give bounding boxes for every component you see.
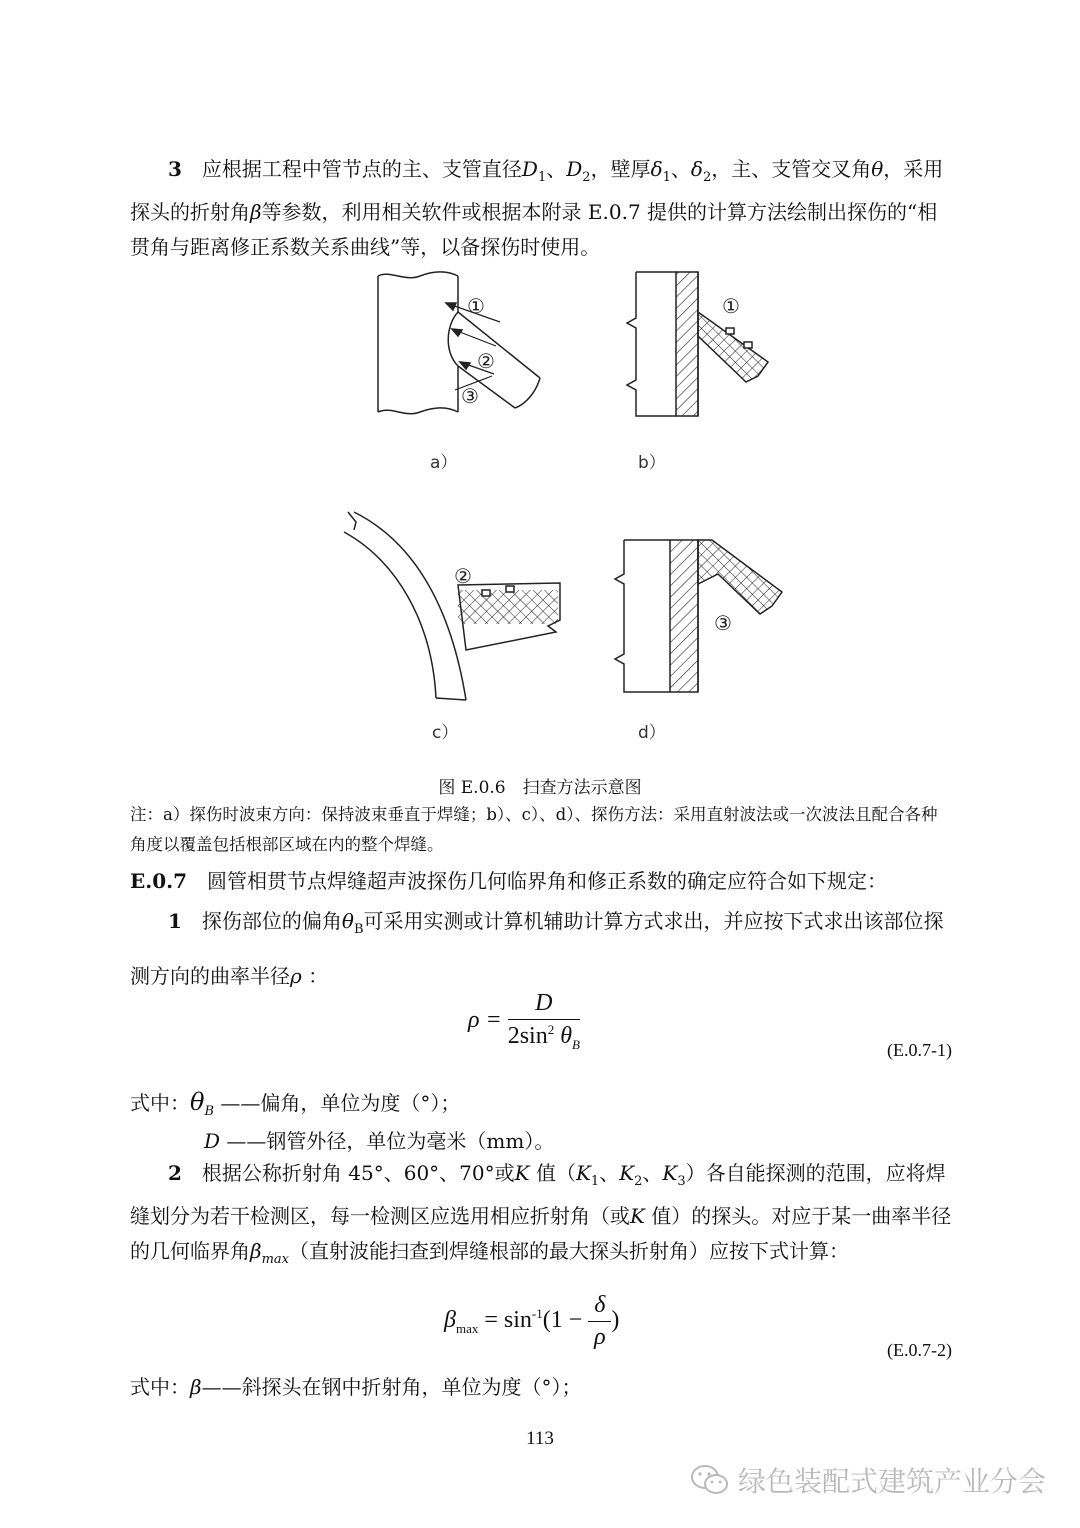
item-1: 1 探伤部位的偏角$\theta_B$可采用实测或计算机辅助计算方式求出，并应按下式求出该部位探测方向的曲率半径ρ ： [130,909,944,988]
watermark: 绿色装配式建筑产业分会 [690,1460,1046,1500]
where-beta: 式中：β——斜探头在钢中折射角，单位为度（°）； [130,1375,582,1399]
mark-1-b: ① [722,294,740,318]
item-number: 3 [168,157,182,181]
section-code: E.0.7 [130,869,188,893]
mark-2: ② [477,349,495,373]
where-theta: 式中：$\theta_B$ ——偏角，单位为度（°）； [130,1088,461,1119]
page-number: 113 [526,1428,554,1449]
figure-a [378,272,540,414]
label-c: c） [432,723,459,743]
mark-2-c: ② [454,564,472,588]
figure-c [344,512,560,700]
section-e07: E.0.7 圆管相贯节点焊缝超声波探伤几何临界角和修正系数的确定应符合如下规定： [130,869,888,893]
figure-b [627,272,768,416]
figure-a-marks [461,294,495,408]
formula-e07-1: ρ = $\frac{D}{2\sin^2 \theta_B}$ [468,990,580,1052]
mark-3: ③ [461,384,479,408]
wechat-icon [690,1463,730,1497]
item-2: 2 根据公称折射角 45°、60°、70°或K 值（$K_1$、$K_2$、$K_3$）各自能探测的范围，应将焊缝划分为若干检测区，每一检测区应选用相应折射角（或K 值）的探头。对应于某一曲率半径的几何临界角$\beta_{max}$（直射波能扫查到焊缝根部的最大探头折射角）应按下式计算： [130,1161,952,1267]
where-D: D ——钢管外径，单位为毫米（mm）。 [204,1129,555,1153]
paragraph-3: 3 应根据工程中管节点的主、支管直径$D_1$、$D_2$，壁厚$\delta_1$、$\delta_2$，主、支管交叉角θ，采用探头的折射角β等参数，利用相关软件或根据本附录 E.0.7 提供的计算方法绘制出探伤的“相贯角与距离修正系数关系曲线”等，以备探伤时使用。 [130,157,944,259]
mark-3-d: ③ [714,611,732,635]
label-d: d） [638,723,666,743]
label-a: a） [430,453,458,473]
figure-d [615,540,782,692]
figure-caption: 图 E.0.6 扫查方法示意图 [438,778,642,798]
scan-method-figure [0,0,1080,760]
formula-number-1: (E.0.7-1) [887,1040,952,1060]
mark-1: ① [467,294,485,318]
figure-note: 注：a）探伤时波束方向：保持波束垂直于焊缝；b）、c）、d）、探伤方法：采用直射波法或一次波法且配合各种角度以覆盖包括根部区域在内的整个焊缝。 [130,805,938,854]
formula-e07-2: $\beta_{max} = \sin^{-1}(1$ − $\frac{\delta}{\rho}$ ) [444,1292,620,1350]
formula-number-2: (E.0.7-2) [887,1340,952,1360]
label-b: b） [638,453,666,473]
